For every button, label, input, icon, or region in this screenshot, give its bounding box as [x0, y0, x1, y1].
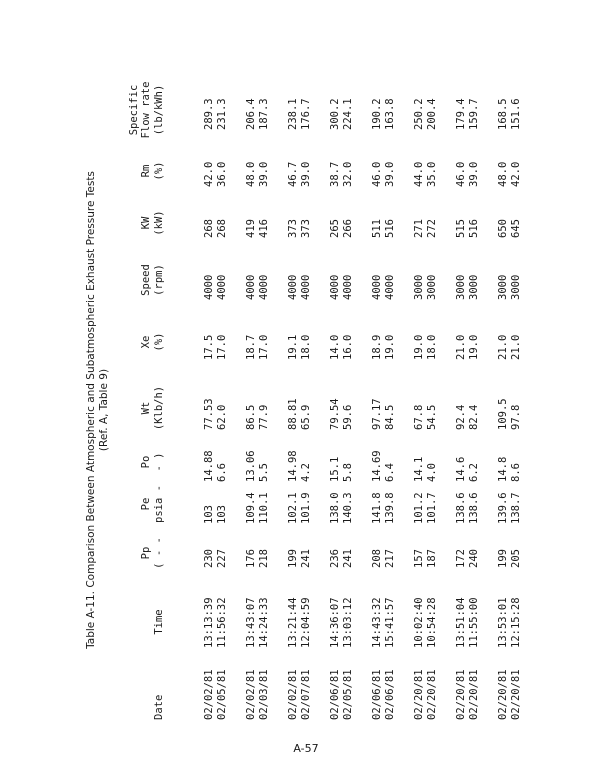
table-cell-kw: 265: [329, 219, 341, 238]
table-cell-po: 6.4: [384, 463, 396, 482]
table-cell-pe: 139.8: [384, 492, 396, 524]
table-cell-wt: 77.53: [203, 398, 215, 430]
table-cell-xe: 18.0: [300, 334, 312, 360]
table-cell-po: 15.1: [329, 456, 341, 482]
page-number: A-57: [293, 742, 319, 755]
table-cell-wt: 92.4: [455, 404, 467, 430]
table-cell-po: 13.06: [245, 450, 257, 482]
rotated-table-page: [85, 81, 540, 720]
table-cell-speed: 4000: [329, 274, 341, 300]
column-header-pp: Pp ( - -: [140, 537, 165, 569]
column-header-po: Po - ): [140, 452, 165, 472]
table-cell-speed: 4000: [384, 274, 396, 300]
table-title: [85, 100, 111, 720]
column-header-rm: Rm (%): [140, 161, 165, 181]
table-cell-date: 02/02/81: [245, 669, 257, 720]
table-cell-wt: 67.8: [413, 404, 425, 430]
table-cell-speed: 4000: [342, 274, 354, 300]
column-header-sfr: Specific Flow rate (lb/kWh): [127, 81, 165, 139]
table-cell-speed: 4000: [258, 274, 270, 300]
table-cell-rm: 36.0: [216, 161, 228, 187]
table-cell-rm: 39.0: [300, 161, 312, 187]
table-cell-pp: 208: [371, 549, 383, 568]
table-cell-kw: 516: [468, 219, 480, 238]
table-cell-xe: 16.0: [342, 334, 354, 360]
table-cell-rm: 39.0: [468, 161, 480, 187]
table-cell-pe: 101.2: [413, 492, 425, 524]
table-cell-po: 14.6: [455, 456, 467, 482]
table-cell-sfr: 224.1: [342, 98, 354, 130]
table-cell-xe: 17.0: [216, 334, 228, 360]
table-cell-sfr: 168.5: [497, 98, 509, 130]
table-cell-pe: 138.6: [468, 492, 480, 524]
table-cell-pp: 176: [245, 549, 257, 568]
table-cell-speed: 3000: [426, 274, 438, 300]
table-cell-wt: 65.9: [300, 404, 312, 430]
table-cell-time: 13:21:44: [287, 597, 299, 648]
table-cell-po: 5.8: [342, 463, 354, 482]
table-cell-rm: 32.0: [342, 161, 354, 187]
table-cell-kw: 419: [245, 219, 257, 238]
table-cell-speed: 3000: [413, 274, 425, 300]
table-cell-po: 6.2: [468, 463, 480, 482]
table-cell-wt: 84.5: [384, 404, 396, 430]
table-cell-speed: 4000: [203, 274, 215, 300]
table-cell-pp: 205: [510, 549, 522, 568]
table-cell-po: 4.0: [426, 463, 438, 482]
table-cell-kw: 645: [510, 219, 522, 238]
table-cell-date: 02/06/81: [371, 669, 383, 720]
table-cell-rm: 39.0: [384, 161, 396, 187]
table-title-line2: (Ref. A, Table 9): [98, 368, 110, 452]
table-cell-pe: 101.7: [426, 492, 438, 524]
table-cell-speed: 3000: [497, 274, 509, 300]
table-cell-sfr: 179.4: [455, 98, 467, 130]
table-cell-date: 02/02/81: [203, 669, 215, 720]
table-cell-time: 13:43:07: [245, 597, 257, 648]
table-cell-wt: 54.5: [426, 404, 438, 430]
table-cell-speed: 3000: [455, 274, 467, 300]
table-cell-date: 02/20/81: [468, 669, 480, 720]
table-cell-time: 13:03:12: [342, 597, 354, 648]
table-cell-kw: 516: [384, 219, 396, 238]
table-cell-rm: 42.0: [203, 161, 215, 187]
table-cell-speed: 4000: [371, 274, 383, 300]
table-cell-sfr: 300.2: [329, 98, 341, 130]
table-cell-pe: 139.6: [497, 492, 509, 524]
table-cell-pp: 240: [468, 549, 480, 568]
table-cell-date: 02/02/81: [287, 669, 299, 720]
table-cell-pp: 236: [329, 549, 341, 568]
table-cell-po: 14.1: [413, 456, 425, 482]
table-cell-rm: 48.0: [245, 161, 257, 187]
table-cell-rm: 35.0: [426, 161, 438, 187]
table-cell-time: 11:55:00: [468, 597, 480, 648]
table-cell-kw: 266: [342, 219, 354, 238]
table-cell-rm: 46.7: [287, 161, 299, 187]
table-cell-wt: 62.0: [216, 404, 228, 430]
table-cell-kw: 515: [455, 219, 467, 238]
table-cell-pp: 157: [413, 549, 425, 568]
table-cell-pp: 199: [287, 549, 299, 568]
table-cell-date: 02/05/81: [342, 669, 354, 720]
table-cell-rm: 46.0: [455, 161, 467, 187]
table-cell-rm: 44.0: [413, 161, 425, 187]
table-cell-wt: 59.6: [342, 404, 354, 430]
table-cell-kw: 271: [413, 219, 425, 238]
table-cell-pe: 141.8: [371, 492, 383, 524]
table-cell-date: 02/20/81: [426, 669, 438, 720]
table-cell-kw: 373: [300, 219, 312, 238]
table-cell-kw: 416: [258, 219, 270, 238]
table-cell-xe: 19.0: [468, 334, 480, 360]
column-header-date: Date: [152, 694, 165, 720]
column-header-kw: KW (kW): [140, 210, 165, 236]
table-cell-pe: 101.9: [300, 492, 312, 524]
table-cell-pp: 187: [426, 549, 438, 568]
table-cell-wt: 88.81: [287, 398, 299, 430]
table-cell-date: 02/20/81: [497, 669, 509, 720]
table-cell-kw: 268: [216, 219, 228, 238]
table-cell-time: 11:56:32: [216, 597, 228, 648]
table-cell-pe: 103: [216, 505, 228, 524]
table-cell-pe: 110.1: [258, 492, 270, 524]
table-cell-pe: 138.7: [510, 492, 522, 524]
column-header-wt: Wt (Klb/h): [140, 385, 165, 431]
column-header-speed: Speed (rpm): [140, 264, 165, 296]
column-header-time: Time: [152, 609, 165, 635]
table-cell-sfr: 151.6: [510, 98, 522, 130]
table-cell-wt: 79.54: [329, 398, 341, 430]
table-cell-rm: 46.0: [371, 161, 383, 187]
table-cell-kw: 373: [287, 219, 299, 238]
table-cell-time: 14:24:33: [258, 597, 270, 648]
table-cell-sfr: 289.3: [203, 98, 215, 130]
table-cell-speed: 4000: [287, 274, 299, 300]
table-cell-po: 14.69: [371, 450, 383, 482]
table-cell-po: 14.98: [287, 450, 299, 482]
table-cell-rm: 39.0: [258, 161, 270, 187]
table-cell-date: 02/07/81: [300, 669, 312, 720]
table-cell-kw: 272: [426, 219, 438, 238]
table-cell-time: 13:13:39: [203, 597, 215, 648]
table-cell-po: 4.2: [300, 463, 312, 482]
table-cell-pe: 138.6: [455, 492, 467, 524]
table-cell-pp: 217: [384, 549, 396, 568]
table-cell-wt: 109.5: [497, 398, 509, 430]
table-cell-time: 10:02:40: [413, 597, 425, 648]
table-cell-po: 5.5: [258, 463, 270, 482]
table-cell-pp: 172: [455, 549, 467, 568]
table-cell-date: 02/06/81: [384, 669, 396, 720]
table-cell-time: 14:43:32: [371, 597, 383, 648]
table-cell-date: 02/05/81: [216, 669, 228, 720]
table-cell-xe: 17.0: [258, 334, 270, 360]
table-cell-speed: 4000: [245, 274, 257, 300]
table-cell-speed: 4000: [216, 274, 228, 300]
column-header-pe: Pe psia -: [140, 485, 165, 523]
table-cell-sfr: 159.7: [468, 98, 480, 130]
table-cell-time: 13:53:01: [497, 597, 509, 648]
table-cell-date: 02/03/81: [258, 669, 270, 720]
table-cell-time: 10:54:28: [426, 597, 438, 648]
table-cell-pe: 140.3: [342, 492, 354, 524]
table-cell-time: 14:36:07: [329, 597, 341, 648]
table-cell-xe: 18.7: [245, 334, 257, 360]
table-cell-wt: 86.5: [245, 404, 257, 430]
table-cell-sfr: 187.3: [258, 98, 270, 130]
table-cell-sfr: 250.2: [413, 98, 425, 130]
table-cell-pp: 199: [497, 549, 509, 568]
table-cell-sfr: 176.7: [300, 98, 312, 130]
table-cell-pp: 241: [300, 549, 312, 568]
table-cell-pe: 102.1: [287, 492, 299, 524]
table-cell-pe: 109.4: [245, 492, 257, 524]
table-cell-pe: 138.0: [329, 492, 341, 524]
table-cell-kw: 650: [497, 219, 509, 238]
table-cell-time: 12:04:59: [300, 597, 312, 648]
table-cell-time: 12:15:28: [510, 597, 522, 648]
table-cell-xe: 17.5: [203, 334, 215, 360]
table-cell-po: 6.6: [216, 463, 228, 482]
table-cell-speed: 4000: [300, 274, 312, 300]
table-cell-speed: 3000: [510, 274, 522, 300]
table-cell-date: 02/20/81: [455, 669, 467, 720]
table-cell-sfr: 238.1: [287, 98, 299, 130]
table-cell-xe: 18.9: [371, 334, 383, 360]
table-cell-xe: 21.0: [497, 334, 509, 360]
table-cell-pp: 218: [258, 549, 270, 568]
table-cell-xe: 19.1: [287, 334, 299, 360]
table-cell-sfr: 200.4: [426, 98, 438, 130]
table-cell-xe: 21.0: [455, 334, 467, 360]
table-cell-wt: 77.9: [258, 404, 270, 430]
table-cell-pe: 103: [203, 505, 215, 524]
table-cell-po: 14.8: [497, 456, 509, 482]
table-cell-sfr: 163.8: [384, 98, 396, 130]
table-cell-po: 14.88: [203, 450, 215, 482]
column-header-xe: Xe (%): [140, 332, 165, 352]
table-cell-wt: 97.8: [510, 404, 522, 430]
table-title-line1: Table A-11. Comparison Between Atmospheric and Subatmospheric Exhaust Pressure Tests: [85, 171, 97, 649]
table-cell-xe: 19.0: [384, 334, 396, 360]
table-cell-time: 15:41:57: [384, 597, 396, 648]
table-cell-date: 02/20/81: [413, 669, 425, 720]
table-cell-date: 02/20/81: [510, 669, 522, 720]
table-cell-po: 8.6: [510, 463, 522, 482]
table-cell-rm: 48.0: [497, 161, 509, 187]
table-cell-pp: 230: [203, 549, 215, 568]
table-cell-pp: 241: [342, 549, 354, 568]
table-cell-sfr: 206.4: [245, 98, 257, 130]
table-cell-rm: 42.0: [510, 161, 522, 187]
table-cell-time: 13:51:04: [455, 597, 467, 648]
table-cell-xe: 18.0: [426, 334, 438, 360]
table-cell-date: 02/06/81: [329, 669, 341, 720]
table-cell-xe: 21.0: [510, 334, 522, 360]
table-cell-speed: 3000: [468, 274, 480, 300]
table-cell-sfr: 190.2: [371, 98, 383, 130]
table-cell-wt: 82.4: [468, 404, 480, 430]
table-cell-rm: 38.7: [329, 161, 341, 187]
table-cell-pp: 227: [216, 549, 228, 568]
table-cell-kw: 268: [203, 219, 215, 238]
table-cell-xe: 14.0: [329, 334, 341, 360]
table-cell-sfr: 231.3: [216, 98, 228, 130]
table-cell-wt: 97.17: [371, 398, 383, 430]
table-cell-kw: 511: [371, 219, 383, 238]
table-cell-xe: 19.0: [413, 334, 425, 360]
